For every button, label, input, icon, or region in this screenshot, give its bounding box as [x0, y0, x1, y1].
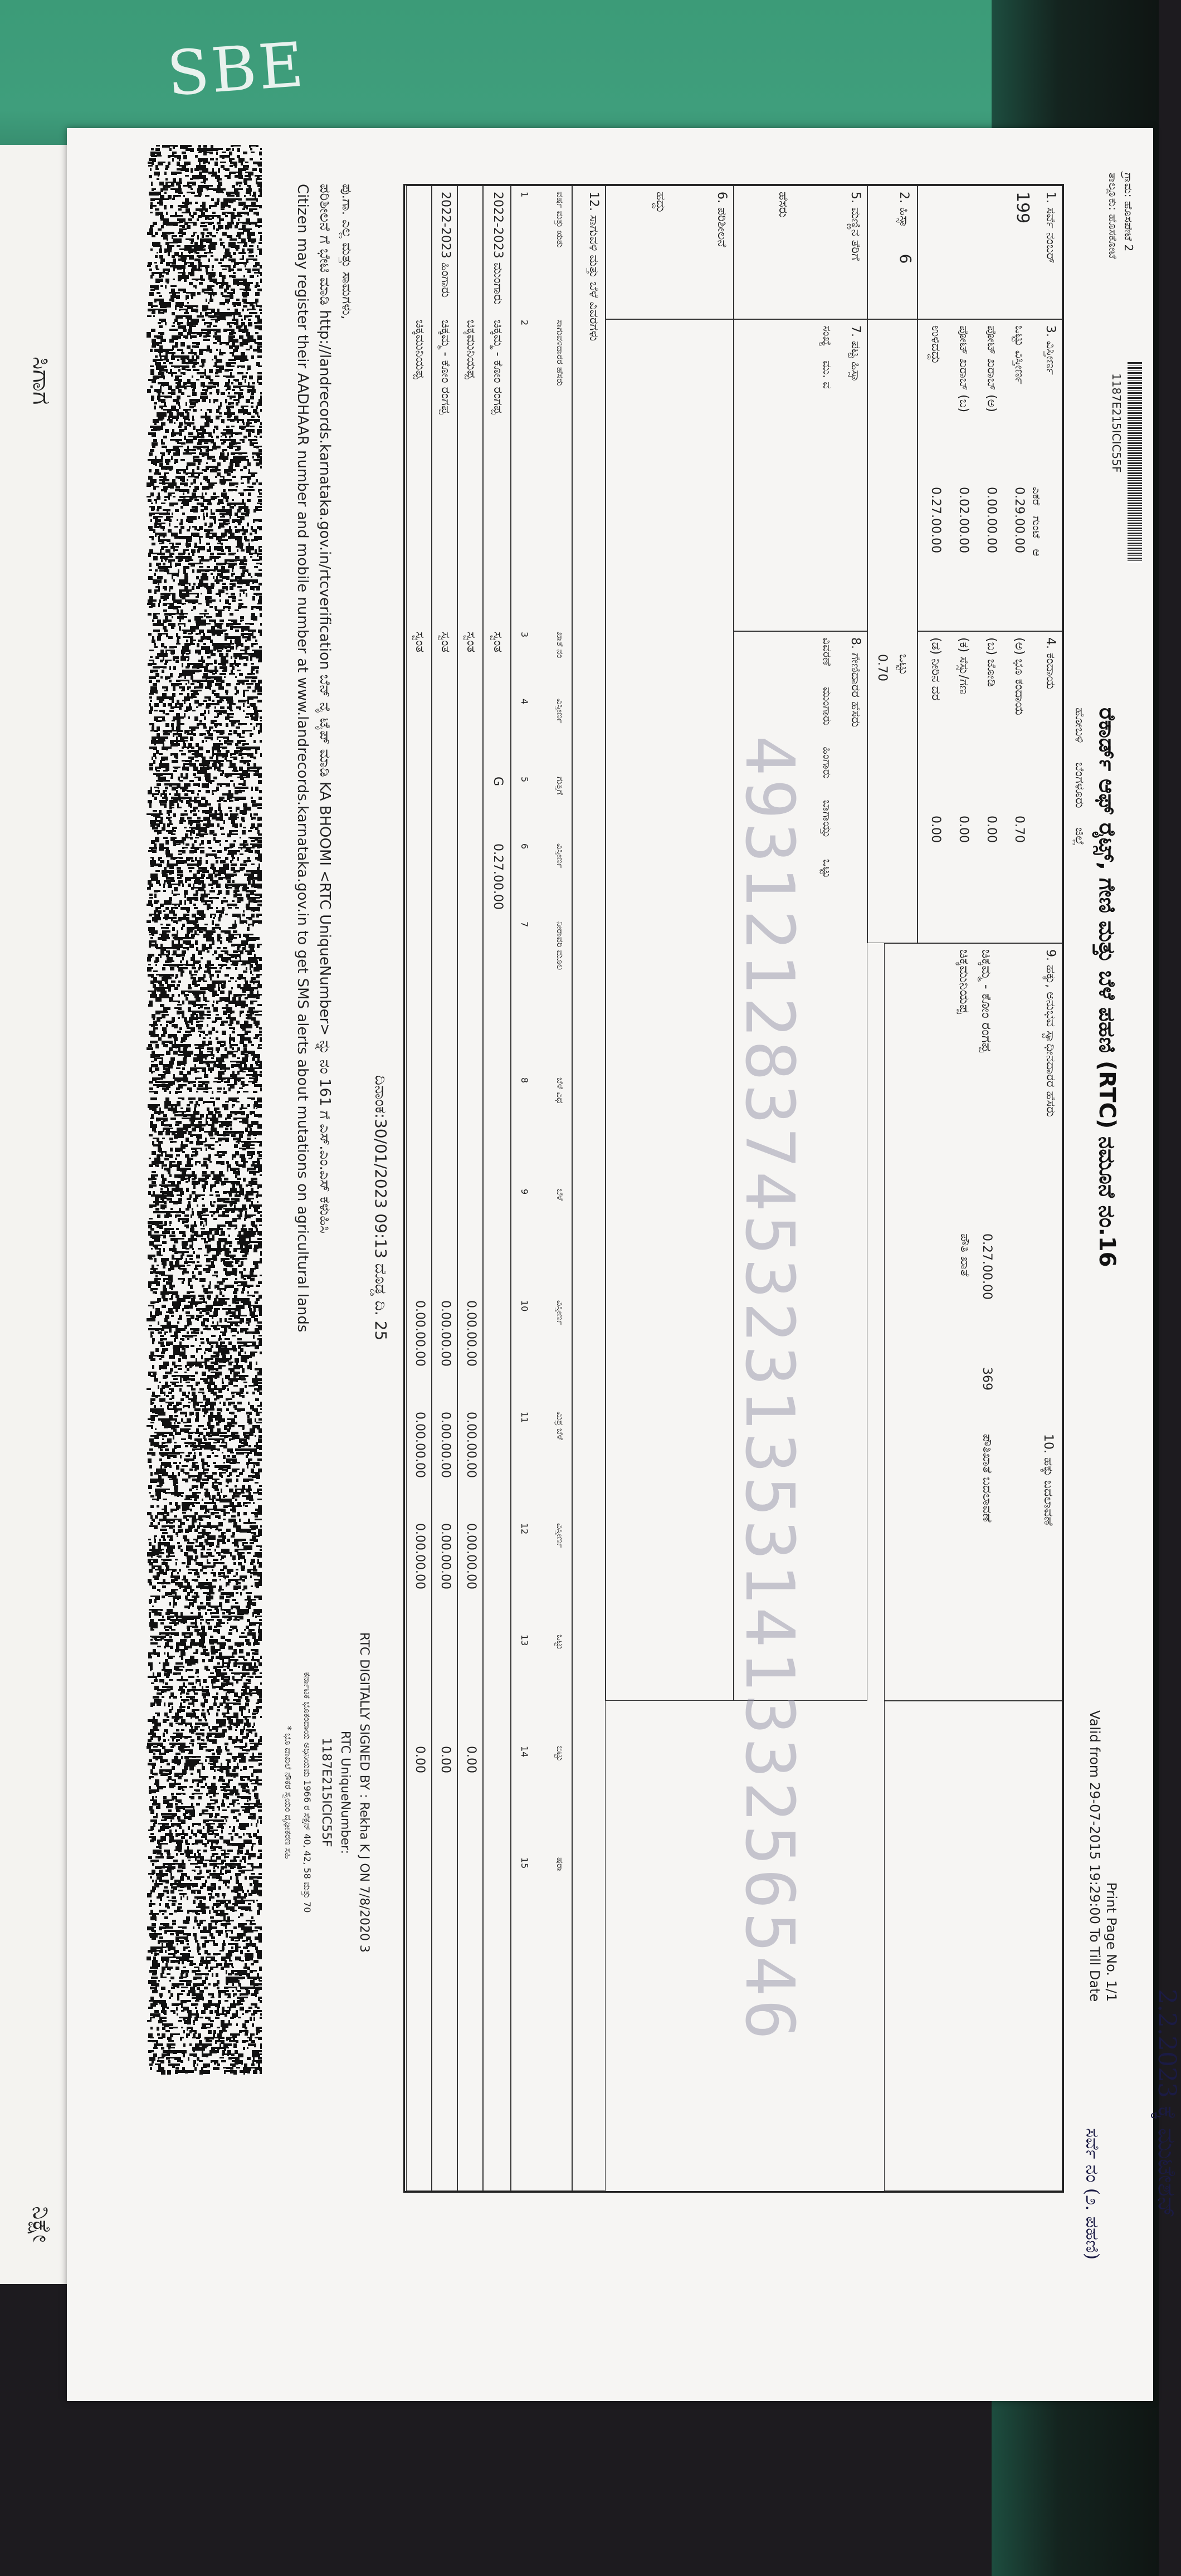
area-row-label: ಪೋಟ್ ಖರಾಬ್ (ಅ) — [984, 325, 998, 412]
crop-header: ಖಾತೆ ನಂ — [555, 632, 565, 658]
tax-row-value: 0.00 — [929, 816, 943, 843]
hissa-cell — [867, 186, 918, 319]
crop-col-number: 11 — [519, 1412, 530, 1423]
crop-header: ಮಿಶ್ರ ಬೆಳೆ — [555, 1412, 565, 1440]
owner-section-label: 9. ಹಕ್ಕು, ಅನುಭವ ಸ್ವಾಧೀನದಾರರ ಹೆಸರು — [1043, 949, 1057, 1117]
rent-label: 8. ಗೇಣಿದಾರರ ಹೆಸರು — [848, 637, 862, 728]
crop-col-number: 12 — [519, 1523, 530, 1535]
crop-col-number: 9 — [519, 1189, 530, 1195]
crop-header: ಒಟ್ಟು — [555, 1635, 565, 1650]
footer-date: ದಿನಾಂಕ:30/01/2023 09:13 ದೊಡ್ಡ ದಿ. 25 — [372, 1075, 390, 1341]
tree-label: ಹದ್ದು — [653, 192, 667, 213]
crop-col-number: 4 — [519, 699, 530, 705]
area-row-value: 0.02.00.00 — [956, 487, 970, 553]
total-value: 0.70 — [875, 654, 889, 681]
header-barcode — [1128, 362, 1142, 563]
crop-value: 0.00.00.00 — [438, 1300, 452, 1367]
rent-col: ಮುಂಗಾರು — [821, 687, 834, 726]
hissa-value: 6 — [896, 253, 915, 264]
crop-header: ಬಿಟ್ಟು — [555, 1746, 565, 1762]
owner-khata: 369 — [980, 1367, 994, 1391]
watermark-number: 493121283745323135314133256546 — [730, 735, 808, 2043]
footer-citizen-line: Citizen may register their AADHAAR number and mobile number at www.landrecords.karnataka.gov.in to get SMS alerts about mutations on agricultural lands — [294, 184, 311, 1333]
misc-blank — [606, 319, 734, 1701]
land-tax-cell — [918, 631, 1062, 943]
crop-col-number: 5 — [519, 777, 530, 783]
crop-cultivator: ಚಿಕ್ಕಮುನಿಯಪ್ಪ — [464, 320, 478, 379]
signature-block — [279, 1632, 373, 1953]
footer-kannada-note: ಪು.ಗಾ. ಎಲ್ಲ ಮತ್ತು ಸಾಮಗಳು, — [339, 184, 355, 320]
crop-header: ವಿಸ್ತೀರ್ಣ — [555, 699, 565, 724]
remarks-cell — [884, 1701, 1062, 2191]
hissa-label: 2. ಹಿಸ್ಸಾ — [897, 192, 911, 228]
area-row-value: 0.00.00.00 — [984, 487, 998, 553]
crop-col-number: 6 — [519, 843, 530, 850]
misc-cell — [606, 186, 734, 319]
table-row — [406, 186, 432, 2191]
crop-header: ನೀರಾವರಿ ಮೂಲ — [555, 921, 565, 970]
area-row-label: ಉಳಿದದ್ದು — [929, 325, 943, 364]
owner-note: ಪೌತಿ ಖಾತೆ — [958, 1233, 972, 1277]
boundary-col: ಸಂಖ್ಯೆ — [821, 325, 834, 347]
crop-header: ಬೆಳೆ ವಿಧ — [555, 1077, 565, 1104]
rent-cols — [819, 637, 836, 1695]
crop-col-number: 7 — [519, 921, 530, 928]
boundary-cell — [734, 319, 867, 631]
crop-headers-row — [511, 186, 572, 2191]
footer-verify-line: ಪರಿಶೀಲನೆ ಗೆ ಭೇಟಿ ಮಾಡಿ http://landrecords.karnataka.gov.in/rtcverification ಬೆನ್ ನೈ ಟೈಪ್ ಮಾಡಿ KA BHOOMI <RTC UniqueNumber> ನ್ನು ನಂ 161 ಗೆ ಎಸ್.ಎಂ.ಎಸ್ ಕಳುಹಿಸಿ — [316, 184, 333, 1233]
rtc-document-sheet — [67, 128, 1181, 2401]
crop-col-number: 3 — [519, 632, 530, 638]
sign-note: ಕರ್ನಾಟಕ ಭೂಕಂದಾಯ ಅಧಿನಿಯಮ 1966 ರ ಸೆಕ್ಷನ್ 40, 42, 58 ಮತ್ತು 70 — [302, 1672, 313, 1913]
table-row — [483, 186, 511, 2191]
crop-value: 0.00.00.00 — [438, 1523, 452, 1589]
crop-col-number: 1 — [519, 192, 530, 198]
crop-value: 0.00.00.00 — [438, 1412, 452, 1478]
document-barcode-2 — [150, 1097, 262, 2072]
crop-value: 0.00.00.00 — [413, 1523, 427, 1589]
area-row-value: 0.29.00.00 — [1012, 487, 1026, 553]
area-row-value: 0.27.00.00 — [929, 487, 943, 553]
document-barcode-1 — [150, 145, 262, 1092]
area-col-acre: ಎಕರೆ — [1030, 487, 1043, 506]
area-row-label: ಒಟ್ಟು ವಿಸ್ತೀರ್ಣ — [1012, 325, 1026, 384]
crop-value: 0.00 — [413, 1746, 427, 1773]
crop-value: 0.00 — [464, 1746, 478, 1773]
total-label: ಒಟ್ಟು — [896, 654, 910, 675]
area-row — [927, 325, 944, 364]
taluk-line: ತಾಲ್ಲೂಕು: ಹೊಸಕೋಟೆ — [1106, 173, 1120, 259]
table-row — [457, 186, 483, 2191]
tax-row-value: 0.70 — [1012, 816, 1026, 843]
crop-header: ಬೆಳೆ — [555, 1189, 565, 1201]
crop-cultivator: ಚಿಕ್ಕಮುನಿಯಪ್ಪ — [413, 320, 427, 379]
area-row-label: ಪೋಟ್ ಖರಾಬ್ (ಬ) — [956, 325, 970, 413]
rent-col: ಬಾಗಾಯ್ತು — [821, 799, 834, 838]
crop-header: ವಿಸ್ತೀರ್ಣ — [555, 1300, 565, 1325]
crop-section-label: 12. ಸಾಗುವಳಿ ಮತ್ತು ಬೆಳೆ ವಿವರಗಳು — [587, 192, 601, 341]
crop-type: ಸ್ವಂತ — [413, 632, 427, 653]
boundary-cols — [819, 325, 836, 625]
crop-value: 0.00.00.00 — [464, 1412, 478, 1478]
crop-type: ಸ್ವಂತ — [491, 632, 505, 653]
header-hobli — [1072, 708, 1086, 846]
back-page-text-bottom: ನಿಕ್ಷೇ — [27, 2206, 56, 2243]
crop-irrigation: G — [491, 777, 505, 787]
boundary-label: 7. ಪಟ್ಟ ಹಿಸ್ಸಾ — [848, 325, 862, 382]
tax-row-label: (ಡ) ನೀರಿನ ದರ — [929, 637, 943, 701]
print-info — [1086, 1710, 1120, 2002]
crop-type: ಸ್ವಂತ — [438, 632, 452, 653]
tax-row-value: 0.00 — [984, 816, 998, 843]
header-left — [1105, 173, 1136, 258]
tax-row-label: (ಕ) ಸೆಸ್ಸು/ಗಣ — [956, 637, 970, 695]
boundary-col: ಮು. ವ — [821, 360, 834, 389]
rent-col: ಒಟ್ಟು — [821, 859, 834, 879]
rent-col: ಹಿಂಗಾರು — [821, 747, 834, 779]
signed-by: RTC DIGITALLY SIGNED BY : Rekha K J ON 7/8/2020 3 — [357, 1632, 371, 1953]
misc-label: 6. ಪರಿಶೀಲನೆ — [715, 192, 729, 247]
handwritten-note-1: 2.2.2023 ಕ್ಕೆ ಮುಟೇಶನ್ — [1153, 1989, 1181, 2218]
hobli-label: ಹೋಬಳಿ — [1072, 708, 1086, 743]
area-row — [1011, 325, 1027, 384]
crop-section-header — [572, 186, 606, 2191]
area-col-gunta: ಗುಂಟೆ — [1030, 516, 1043, 539]
rent-col: ವಿವರಣೆ — [821, 637, 834, 666]
land-tax-label: 4. ಕಂದಾಯ — [1043, 637, 1057, 690]
soil-label: 5. ಮಣ್ಣಿನ ತೆರಿಗೆ — [848, 192, 862, 261]
crop-header: ವಿಸ್ತೀರ್ಣ — [555, 843, 565, 869]
crop-col-number: 15 — [519, 1857, 530, 1869]
area-col-aana: ಆ — [1030, 549, 1043, 557]
crop-col-number: 8 — [519, 1077, 530, 1084]
document-title: ರೆಕಾರ್ಡ್ ಆಫ್ ರೈಟ್ಸ್, ಗೇಣಿ ಮತ್ತು ಬೆಳೆ ಪಹಣಿ (RTC) ನಮೂನೆ ನಂ.16 — [1094, 708, 1120, 1267]
taluk-label: ಬೆಂಗಳೂರು — [1072, 762, 1086, 808]
crop-col-number: 10 — [519, 1300, 530, 1312]
soil-cell — [734, 186, 867, 319]
sign-note-2: * ಭೂ ದಾಖಲೆ ನೌಕರ ಸ್ವಯಂ ದೃಢೀಕರಣ ಸಹಿ — [283, 1726, 294, 1859]
rotated-document — [117, 150, 1181, 2357]
survey-cell — [918, 186, 1062, 319]
crop-header: ವಿಸ್ತೀರ್ಣ — [555, 1523, 565, 1548]
area-row — [983, 325, 999, 412]
tax-row-value: 0.00 — [956, 816, 970, 843]
owner-name-2: ಚಿಕ್ಕಮುನಿಯಪ್ಪ — [956, 949, 972, 1014]
crop-value: 0.00.00.00 — [413, 1300, 427, 1367]
crop-value: 0.00.00.00 — [464, 1523, 478, 1589]
handwritten-note-2: ಸರ್ವೆ ನಂ (೨. ಪಹಣಿ) — [1082, 2128, 1103, 2260]
crop-value: 0.00 — [438, 1746, 452, 1773]
total-cell — [867, 319, 918, 943]
crop-cultivator: ಚಿಕ್ಕಮ್ಮ - ಕೋಂ ರಂಗಪ್ಪ — [491, 320, 505, 414]
crop-header: ಗುತ್ತಿಗೆ — [555, 777, 565, 795]
valid-from: Valid from 29-07-2015 19:29:00 To Till Date — [1087, 1710, 1102, 2002]
handwritten-mark: SBE — [164, 28, 308, 110]
tax-row-label: (ಬ) ಜೋಡಿ — [984, 637, 998, 687]
north-label: ಹೆಸರು — [776, 192, 790, 218]
area-col-headers — [1028, 487, 1045, 557]
rtc-unique-value: 1187E215ICIC55F — [319, 1738, 333, 1847]
crop-header: ಷರಾ — [555, 1857, 565, 1871]
crop-col-number: 14 — [519, 1746, 530, 1758]
back-page-text-top: ಸಿಗಾಗ — [27, 357, 56, 405]
print-page: Print Page No. 1/1 — [1104, 1882, 1119, 2002]
crop-area: 0.27.00.00 — [491, 843, 505, 910]
table-row — [432, 186, 457, 2191]
area-cell — [918, 319, 1062, 631]
owner-name: ಚಿಕ್ಕಮ್ಮ - ಕೋಂ ರಂಗಪ್ಪ — [979, 949, 994, 1053]
survey-label: 1. ಸರ್ವೆ ನಂಬರ್ — [1043, 192, 1057, 264]
crop-value: 0.00.00.00 — [413, 1412, 427, 1478]
mutation-label: 10. ಹಕ್ಕು ಬದಲಾವಣೆ — [1041, 1434, 1055, 1526]
crop-col-number: 2 — [519, 320, 530, 326]
district-label: ಜಿಲ್ಲೆ — [1072, 827, 1086, 846]
crop-type: ಸ್ವಂತ — [464, 632, 478, 653]
crop-header: ವರ್ಷ ಮತ್ತು ಋತು — [555, 192, 565, 248]
rtc-unique-label: RTC UniqueNumber: — [338, 1730, 352, 1855]
village-line: ಗ್ರಾಮ: ಹೊಸಪೇಟೆ 2 — [1122, 173, 1135, 252]
owner-cell — [884, 943, 1062, 1701]
owner-area: 0.27.00.00 — [980, 1233, 994, 1300]
mutation-value: ಪೌತಿಖಾತೆ ಬದಲಾವಣೆ — [980, 1434, 994, 1523]
crop-season: 2022-2023 ಮುಂಗಾರು — [491, 192, 505, 305]
area-label: 3. ವಿಸ್ತೀರ್ಣ — [1043, 325, 1057, 375]
survey-value: 199 — [1013, 192, 1032, 224]
crop-season: 2022-2023 ಹಿಂಗಾರು — [438, 192, 452, 298]
tax-row-label: (ಅ) ಭೂ ಕಂದಾಯ — [1012, 637, 1026, 715]
crop-header: ಸಾಗುವಳಿದಾರರ ಹೆಸರು — [555, 320, 565, 386]
crop-value: 0.00.00.00 — [464, 1300, 478, 1367]
crop-cultivator: ಚಿಕ್ಕಮ್ಮ - ಕೋಂ ರಂಗಪ್ಪ — [438, 320, 452, 414]
area-row — [955, 325, 972, 412]
crop-col-number: 13 — [519, 1635, 530, 1646]
header-barcode-id: 1187E215ICIC55F — [1110, 373, 1123, 473]
